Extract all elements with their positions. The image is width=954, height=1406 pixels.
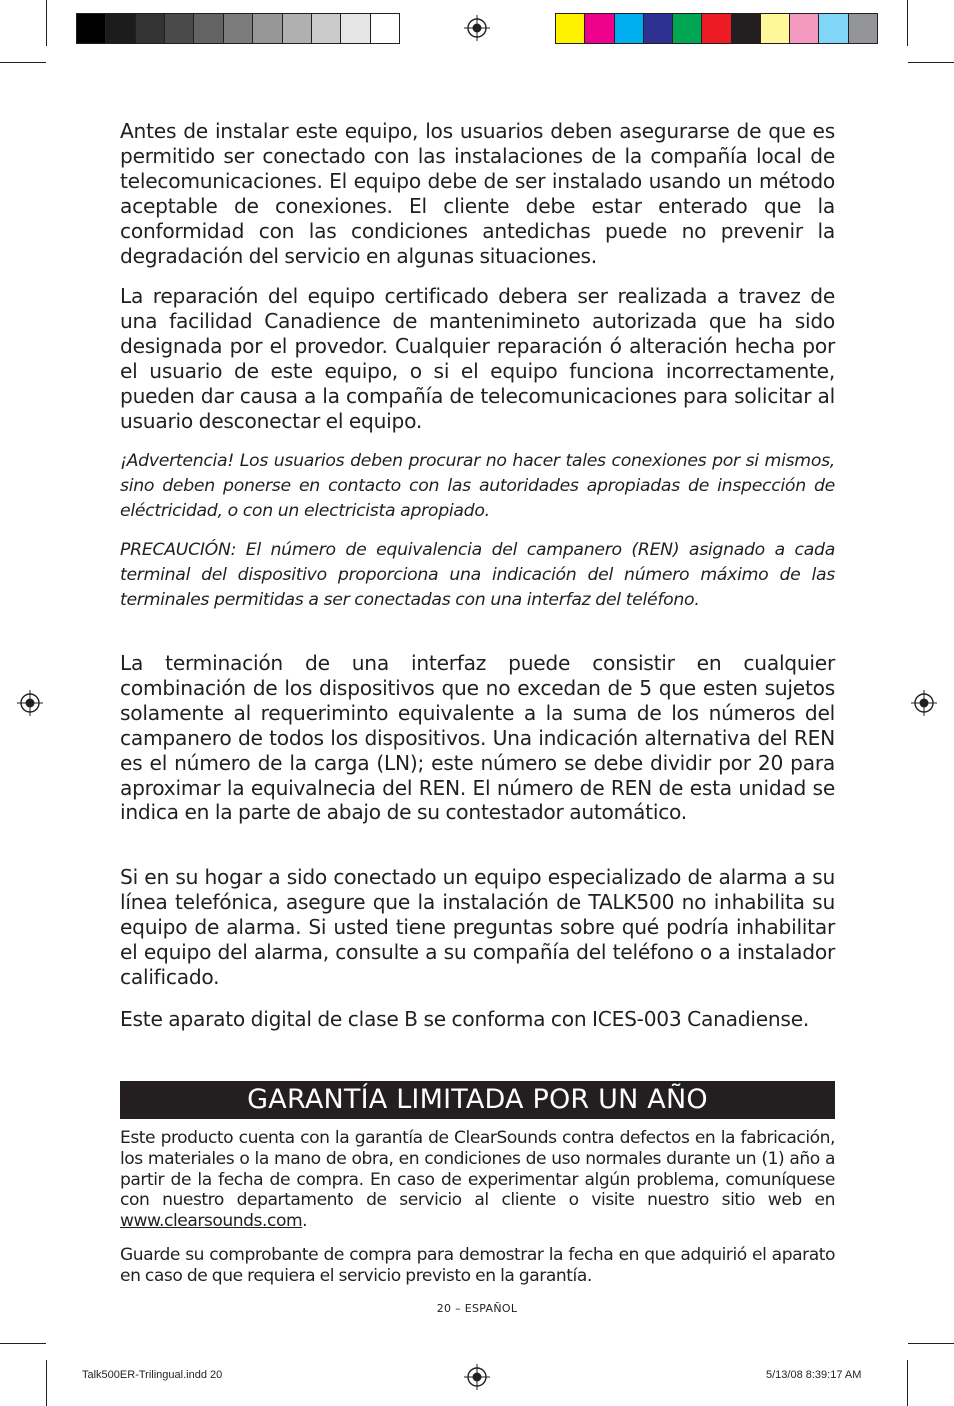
paragraph-ices [120,1004,835,1035]
warranty-heading: GARANTÍA LIMITADA POR UN AÑO [120,1081,835,1119]
color-swatch [644,14,673,43]
color-swatch [673,14,702,43]
receipt-text: Guarde su comprobante de compra para demostrar la fecha en que adquirió el aparato en caso de que requiera el servicio previsto en la garantía. [120,1245,835,1286]
color-swatch [165,14,194,43]
warranty-text-pre: Este producto cuenta con la garantía de ClearSounds contra defectos en la fabricación, los materiales o la mano de obra, en condiciones de uso normales durante un (1) año a partir de la fecha de compra. En caso de experimentar algún problema, comuníquese con nuestro departamento de servicio al cliente o visite nuestro sitio web en [120,1128,835,1211]
color-swatch [341,14,370,43]
color-swatch [312,14,341,43]
crop-mark [907,0,908,46]
caution-notice [120,538,835,612]
color-swatch [615,14,644,43]
warning-notice [120,449,835,523]
caution-text: PRECAUCIÓN: El número de equivalencia del campanero (REN) asignado a cada terminal del dispositivo proporciona una indicación del número máximo de las terminales permitidas a ser conectadas con una interfaz del teléfono. [120,540,835,610]
color-swatch [194,14,223,43]
paragraph-text: Si en su hogar a sido conectado un equipo especializado de alarma a su línea telefónica, asegure que la instalación de TALK500 no inhabilita su equipo de alarma. Si usted tiene preguntas sobre qué podría inhabilitar el equipo del alarma, consulte a su compañía del teléfono o a instalador calificado. [120,865,835,989]
crop-mark [46,0,47,46]
slug-filename: Talk500ER-Trilingual.indd 20 [82,1369,223,1381]
warning-text: ¡Advertencia! Los usuarios deben procurar no hacer tales conexiones por si mismos, sino deben ponerse en contacto con las autoridades apropiadas de inspección de eléctricidad, o con un electricista apropiado. [120,451,835,521]
crop-mark [46,1360,47,1406]
color-swatch [790,14,819,43]
warranty-text-post: . [302,1211,308,1232]
page-number-label: 20 – ESPAÑOL [436,1302,518,1315]
crop-mark [0,62,46,63]
crop-mark [0,1343,46,1344]
color-swatch [849,14,877,43]
registration-target-icon [911,690,937,716]
color-swatch [819,14,848,43]
paragraph-ren [120,651,835,825]
warranty-body [120,1128,835,1232]
paragraph-text: Antes de instalar este equipo, los usuarios deben asegurarse de que es permitido ser conectado con las instalaciones de la compañía local de telecomunicaciones. El equipo debe de ser instalado usando un método aceptable de conexiones. El cliente debe estar enterado que la conformidad con las condiciones antedichas puede no prevenir la degradación del servicio en algunas situaciones. [120,119,835,268]
website-link[interactable]: www.clearsounds.com [120,1211,303,1232]
paragraph-text: Este aparato digital de clase B se conforma con ICES-003 Canadiense. [120,1007,810,1031]
slug-timestamp: 5/13/08 8:39:17 AM [766,1369,862,1381]
paragraph-repair [120,284,835,433]
registration-target-icon [464,1364,490,1390]
color-swatch [702,14,731,43]
registration-target-icon [464,15,490,41]
color-swatch [224,14,253,43]
color-swatch [106,14,135,43]
paragraph-alarm [120,865,835,990]
color-swatch [77,14,106,43]
registration-target-icon [17,690,43,716]
color-calibration-bar [555,13,878,44]
warranty-text [120,1128,835,1232]
paragraph-text: La terminación de una interfaz puede consistir en cualquier combinación de los dispositivos que no excedan de 5 que esten sujetos solamente al requerimintо equivalente a la suma de los números del campanero de todos los dispositivos. Una indicación alternativa del REN es el número de la carga (LN); este número se debe dividir por 20 para aproximar la equivalnecia del REN. El número de REN de esta unidad se indica en la parte de abajo de su contestador automático. [120,651,835,825]
color-swatch [585,14,614,43]
gray-calibration-bar [76,13,400,44]
warranty-receipt [120,1245,835,1287]
crop-mark [908,1343,954,1344]
color-swatch [556,14,585,43]
color-swatch [253,14,282,43]
color-swatch [136,14,165,43]
paragraph-text: La reparación del equipo certificado debera ser realizada a travez de una facilidad Canadience de mantenimineto autorizada que ha sido designada por el provedor. Cualquier reparación ó alteración hecha por el usuario de este equipo, o si el equipo funciona incorrectamente, pueden dar causa a la compañía de telecomunicaciones para solicitar al usuario desconectar el equipo. [120,284,835,433]
color-swatch [732,14,761,43]
crop-mark [907,1360,908,1406]
color-swatch [761,14,790,43]
color-swatch [371,14,399,43]
paragraph-installation [120,119,835,268]
color-swatch [283,14,312,43]
crop-mark [908,62,954,63]
